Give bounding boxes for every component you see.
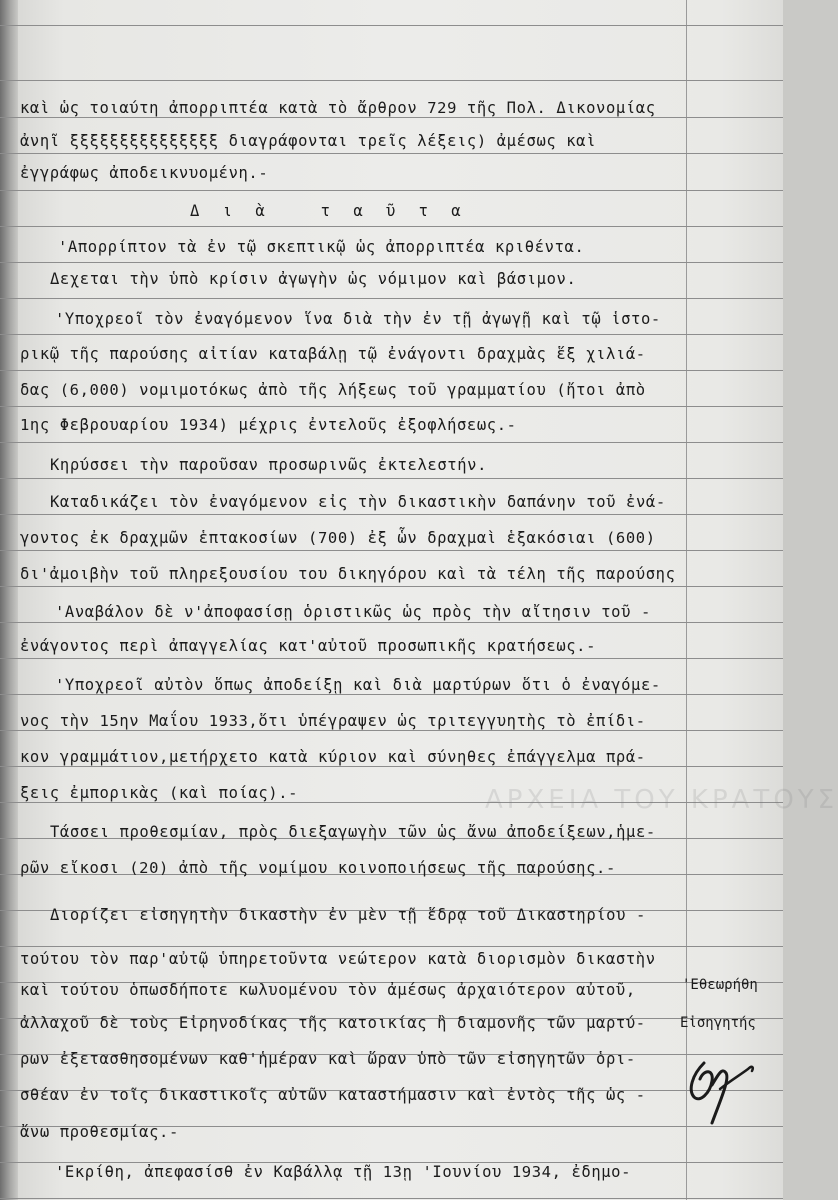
text-line: κον γραμμάτιον,μετήρχετο κατὰ κύριον καὶ σύνηθες ἐπάγγελμα πρά- xyxy=(20,748,646,766)
margin-note-line: 'Εθεωρήθη xyxy=(682,977,758,993)
text-line: ρων ἐξετασθησομένων καθ'ἡμέραν καὶ ὥραν ὑπὸ τῶν εἰσηγητῶν ὁρι- xyxy=(20,1050,636,1068)
text-line: Καταδικάζει τὸν ἐναγόμενον εἰς τὴν δικαστικὴν δαπάνην τοῦ ἐνά- xyxy=(50,493,666,511)
ruled-line xyxy=(0,80,783,81)
text-line: Δεχεται τὴν ὑπὸ κρίσιν ἀγωγὴν ὡς νόμιμον καὶ βάσιμον. xyxy=(50,270,577,288)
ruled-line xyxy=(0,1198,783,1199)
margin-note-line: Εἰσηγητής xyxy=(680,1015,756,1031)
ruled-line xyxy=(0,25,783,26)
text-line: 'Υποχρεοῖ τὸν ἐναγόμενον ἵνα διὰ τὴν ἐν τῇ ἀγωγῇ καὶ τῷ ἱστο- xyxy=(55,310,661,328)
text-line: Διορίζει εἰσηγητὴν δικαστὴν ἐν μὲν τῇ ἕδρᾳ τοῦ Δικαστηρίου - xyxy=(50,906,646,924)
text-line: δι'ἀμοιβὴν τοῦ πληρεξουσίου του δικηγόρου καὶ τὰ τέλη τῆς παρούσης xyxy=(20,565,676,583)
text-line: 1ης Φεβρουαρίου 1934) μέχρις ἐντελοῦς ἐξοφλήσεως.- xyxy=(20,416,517,434)
text-line: ἐγγράφως ἀποδεικνυομένη.- xyxy=(20,164,269,182)
text-line: γοντος ἐκ δραχμῶν ἑπτακοσίων (700) ἐξ ὧν δραχμαὶ ἑξακόσιαι (600) xyxy=(20,529,656,547)
text-line: Κηρύσσει τὴν παροῦσαν προσωρινῶς ἐκτελεστήν. xyxy=(50,456,487,474)
text-line: καὶ ὡς τοιαύτη ἀπορριπτέα κατὰ τὸ ἄρθρον 729 τῆς Πολ. Δικονομίας xyxy=(20,99,656,117)
text-line: 'Αναβάλον δὲ ν'ἀποφασίσῃ ὁριστικῶς ὡς πρὸς τὴν αἴτησιν τοῦ - xyxy=(55,603,651,621)
text-line: ξεις ἐμπορικὰς (καὶ ποίας).- xyxy=(20,784,299,802)
ruled-line xyxy=(0,370,783,371)
text-line: Τάσσει προθεσμίαν, πρὸς διεξαγωγὴν τῶν ὡς ἄνω ἀποδείξεων,ἡμε- xyxy=(50,823,656,841)
text-line: ρῶν εἴκοσι (20) ἀπὸ τῆς νομίμου κοινοποιήσεως τῆς παρούσης.- xyxy=(20,859,616,877)
ruled-line xyxy=(0,190,783,191)
text-line: 'Απορρίπτον τὰ ἐν τῷ σκεπτικῷ ὡς ἀπορριπτέα κριθέντα. xyxy=(58,238,585,256)
ruled-line xyxy=(0,298,783,299)
text-line: καὶ τούτου ὁπωσδήποτε κωλυομένου τὸν ἀμέσως ἀρχαιότερον αὐτοῦ, xyxy=(20,981,636,999)
page-binding-shadow xyxy=(0,0,18,1200)
text-line: ἐνάγοντος περὶ ἀπαγγελίας κατ'αὐτοῦ προσωπικῆς κρατήσεως.- xyxy=(20,637,597,655)
ruled-line xyxy=(0,334,783,335)
ruled-line xyxy=(0,262,783,263)
text-line: 'Εκρίθη, ἀπεφασίσθ ἐν Καβάλλᾳ τῇ 13ῃ 'Ιουνίου 1934, ἐδημο- xyxy=(55,1163,632,1181)
text-line: νος τὴν 15ην Μαΐου 1933,ὅτι ὑπέγραψεν ὡς τριτεγγυητὴς τὸ ἐπίδι- xyxy=(20,712,646,730)
text-line: 'Υποχρεοῖ αὐτὸν ὅπως ἀποδείξῃ καὶ διὰ μαρτύρων ὅτι ὁ ἐναγόμε- xyxy=(55,676,661,694)
text-line: τούτου τὸν παρ'αὐτῷ ὑπηρετοῦντα νεώτερον κατὰ διορισμὸν δικαστὴν xyxy=(20,950,656,968)
text-line: ἄνω προθεσμίας.- xyxy=(20,1123,179,1141)
text-line: ἀλλαχοῦ δὲ τοὺς Εἰρηνοδίκας τῆς κατοικίας ἢ διαμονῆς τῶν μαρτύ- xyxy=(20,1014,646,1032)
text-line: δας (6,000) νομιμοτόκως ἀπὸ τῆς λήξεως τοῦ γραμματίου (ἤτοι ἀπὸ xyxy=(20,381,646,399)
ruled-line xyxy=(0,442,783,443)
ruled-line xyxy=(0,226,783,227)
text-line: σθέαν ἐν τοῖς δικαστικοῖς αὐτῶν καταστήμασιν καὶ ἐντὸς τῆς ὡς - xyxy=(20,1086,646,1104)
section-heading: Δ ι ὰ τ α ῦ τ α xyxy=(190,202,468,220)
text-line: ἀνηῖ ξξξξξξξξξξξξξξξ διαγράφονται τρεῖς λέξεις) ἀμέσως καὶ xyxy=(20,132,597,150)
archive-watermark: ΑΡΧΕΙΑ ΤΟΥ ΚΡΑΤΟΥΣ xyxy=(485,785,838,815)
handwritten-signature xyxy=(682,1045,762,1135)
ruled-line xyxy=(0,406,783,407)
text-line: ρικῷ τῆς παρούσης αἰτίαν καταβάλῃ τῷ ἐνάγοντι δραχμὰς ἕξ χιλιά- xyxy=(20,345,646,363)
